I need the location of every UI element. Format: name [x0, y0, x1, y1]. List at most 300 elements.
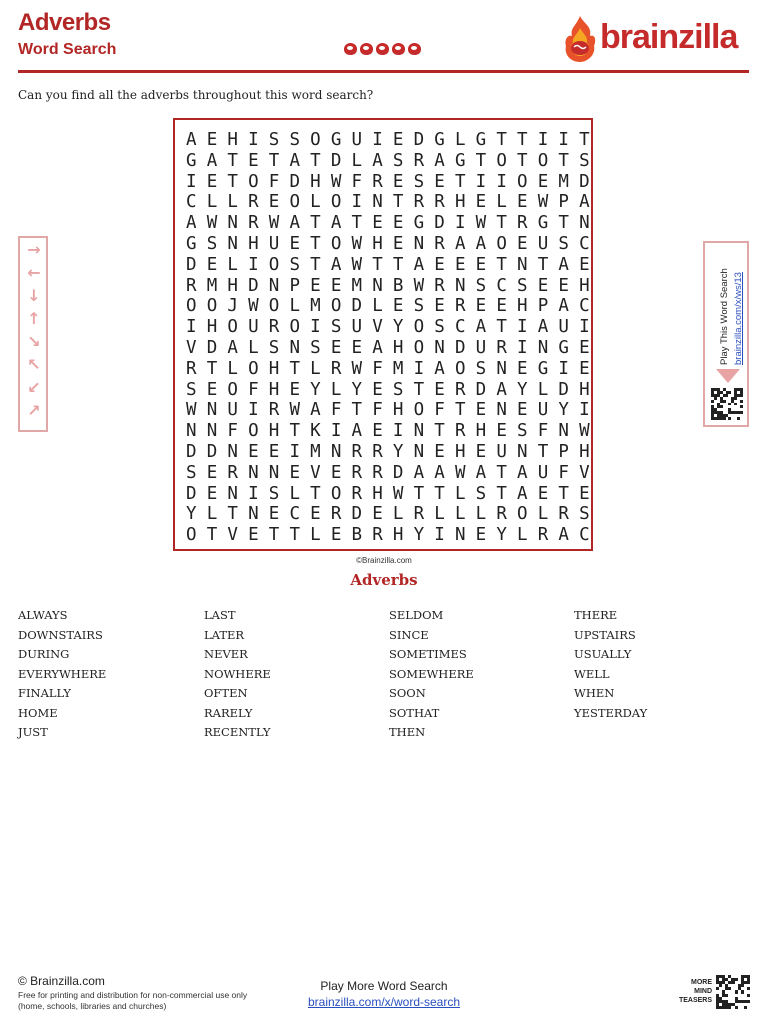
grid-letter[interactable]: E: [434, 254, 445, 275]
grid-letter[interactable]: L: [537, 504, 549, 525]
grid-letter[interactable]: E: [206, 130, 218, 150]
grid-letter[interactable]: N: [413, 233, 425, 254]
grid-letter[interactable]: S: [558, 233, 569, 254]
grid-letter[interactable]: G: [558, 337, 569, 358]
grid-letter[interactable]: E: [289, 462, 300, 483]
grid-letter[interactable]: A: [558, 254, 569, 275]
grid-letter[interactable]: H: [310, 171, 321, 192]
grid-letter[interactable]: S: [268, 130, 280, 150]
grid-letter[interactable]: A: [186, 213, 197, 234]
grid-letter[interactable]: H: [392, 525, 404, 546]
grid-letter[interactable]: I: [434, 525, 445, 546]
grid-letter[interactable]: H: [454, 192, 466, 213]
grid-letter[interactable]: D: [289, 171, 300, 192]
grid-letter[interactable]: N: [206, 421, 218, 442]
grid-letter[interactable]: S: [206, 233, 218, 254]
grid-letter[interactable]: T: [558, 213, 569, 234]
grid-letter[interactable]: A: [186, 130, 197, 150]
grid-letter[interactable]: R: [248, 213, 259, 234]
grid-letter[interactable]: E: [330, 337, 342, 358]
grid-letter[interactable]: E: [475, 525, 487, 546]
grid-letter[interactable]: S: [268, 483, 280, 504]
grid-letter[interactable]: R: [454, 421, 466, 442]
grid-letter[interactable]: M: [558, 171, 569, 192]
grid-letter[interactable]: S: [186, 379, 197, 400]
grid-letter[interactable]: R: [413, 150, 425, 171]
grid-letter[interactable]: S: [434, 317, 445, 338]
grid-letter[interactable]: E: [268, 192, 280, 213]
grid-letter[interactable]: O: [227, 317, 238, 338]
grid-letter[interactable]: G: [434, 130, 445, 150]
grid-letter[interactable]: T: [310, 213, 321, 234]
grid-letter[interactable]: Y: [496, 525, 507, 546]
grid-letter[interactable]: I: [537, 130, 549, 150]
grid-letter[interactable]: R: [413, 192, 425, 213]
grid-letter[interactable]: M: [310, 441, 321, 462]
grid-letter[interactable]: R: [186, 358, 197, 379]
grid-letter[interactable]: F: [372, 358, 383, 379]
grid-letter[interactable]: L: [434, 504, 445, 525]
grid-letter[interactable]: A: [496, 379, 507, 400]
grid-letter[interactable]: R: [434, 275, 445, 296]
grid-letter[interactable]: R: [372, 171, 383, 192]
grid-letter[interactable]: T: [351, 400, 363, 421]
grid-letter[interactable]: D: [206, 337, 218, 358]
grid-letter[interactable]: R: [351, 441, 363, 462]
grid-letter[interactable]: O: [330, 233, 342, 254]
grid-letter[interactable]: U: [268, 233, 280, 254]
grid-letter[interactable]: D: [475, 379, 487, 400]
grid-letter[interactable]: T: [579, 130, 590, 150]
grid-letter[interactable]: L: [330, 379, 342, 400]
grid-letter[interactable]: Y: [392, 317, 404, 338]
grid-letter[interactable]: S: [475, 358, 487, 379]
grid-letter[interactable]: W: [330, 171, 342, 192]
grid-letter[interactable]: R: [517, 213, 528, 234]
grid-letter[interactable]: T: [206, 358, 218, 379]
grid-letter[interactable]: H: [454, 441, 466, 462]
grid-letter[interactable]: A: [206, 150, 218, 171]
grid-letter[interactable]: O: [496, 233, 507, 254]
grid-letter[interactable]: H: [475, 421, 487, 442]
grid-letter[interactable]: H: [579, 379, 590, 400]
grid-letter[interactable]: T: [310, 150, 321, 171]
grid-letter[interactable]: I: [248, 130, 259, 150]
grid-letter[interactable]: E: [392, 130, 404, 150]
grid-letter[interactable]: R: [558, 504, 569, 525]
grid-letter[interactable]: N: [227, 233, 238, 254]
grid-letter[interactable]: T: [392, 192, 404, 213]
grid-letter[interactable]: T: [289, 358, 300, 379]
grid-letter[interactable]: T: [227, 150, 238, 171]
grid-letter[interactable]: R: [434, 233, 445, 254]
grid-letter[interactable]: A: [475, 317, 487, 338]
grid-letter[interactable]: O: [289, 317, 300, 338]
grid-letter[interactable]: G: [537, 213, 549, 234]
grid-letter[interactable]: L: [227, 254, 238, 275]
grid-letter[interactable]: H: [579, 275, 590, 296]
grid-letter[interactable]: T: [268, 150, 280, 171]
grid-letter[interactable]: C: [496, 275, 507, 296]
grid-letter[interactable]: Y: [351, 379, 363, 400]
grid-letter[interactable]: O: [330, 192, 342, 213]
grid-letter[interactable]: S: [392, 379, 404, 400]
grid-letter[interactable]: T: [206, 525, 218, 546]
grid-letter[interactable]: I: [454, 213, 466, 234]
grid-letter[interactable]: T: [537, 254, 549, 275]
grid-letter[interactable]: T: [413, 483, 425, 504]
grid-letter[interactable]: O: [268, 254, 280, 275]
grid-letter[interactable]: T: [413, 379, 425, 400]
grid-letter[interactable]: T: [496, 317, 507, 338]
grid-letter[interactable]: U: [537, 233, 549, 254]
grid-letter[interactable]: I: [579, 317, 590, 338]
grid-letter[interactable]: O: [330, 483, 342, 504]
grid-letter[interactable]: F: [372, 400, 383, 421]
grid-letter[interactable]: O: [186, 525, 197, 546]
grid-letter[interactable]: O: [413, 317, 425, 338]
grid-letter[interactable]: E: [579, 358, 590, 379]
grid-letter[interactable]: E: [372, 213, 383, 234]
grid-letter[interactable]: B: [351, 525, 363, 546]
grid-letter[interactable]: N: [289, 337, 300, 358]
grid-letter[interactable]: L: [351, 150, 363, 171]
grid-letter[interactable]: R: [372, 525, 383, 546]
grid-letter[interactable]: E: [206, 462, 218, 483]
grid-letter[interactable]: D: [434, 213, 445, 234]
grid-letter[interactable]: S: [413, 171, 425, 192]
grid-letter[interactable]: T: [496, 462, 507, 483]
grid-letter[interactable]: T: [434, 483, 445, 504]
grid-letter[interactable]: L: [289, 483, 300, 504]
grid-letter[interactable]: E: [475, 254, 487, 275]
grid-letter[interactable]: R: [454, 379, 466, 400]
grid-letter[interactable]: E: [248, 150, 259, 171]
grid-letter[interactable]: H: [392, 337, 404, 358]
grid-letter[interactable]: M: [206, 275, 218, 296]
grid-letter[interactable]: G: [186, 233, 197, 254]
grid-letter[interactable]: E: [537, 275, 549, 296]
grid-letter[interactable]: E: [392, 171, 404, 192]
grid-letter[interactable]: O: [248, 358, 259, 379]
grid-letter[interactable]: S: [330, 317, 342, 338]
grid-letter[interactable]: A: [579, 192, 590, 213]
grid-letter[interactable]: E: [517, 400, 528, 421]
grid-letter[interactable]: D: [186, 441, 197, 462]
grid-letter[interactable]: A: [289, 150, 300, 171]
grid-letter[interactable]: E: [475, 441, 487, 462]
grid-letter[interactable]: W: [186, 400, 197, 421]
grid-letter[interactable]: P: [537, 296, 549, 317]
grid-letter[interactable]: L: [372, 296, 383, 317]
grid-letter[interactable]: T: [310, 254, 321, 275]
grid-letter[interactable]: R: [537, 525, 549, 546]
play-online-link[interactable]: brainzilla.com/x/ws/13: [733, 272, 744, 365]
grid-letter[interactable]: W: [392, 483, 404, 504]
grid-letter[interactable]: T: [517, 130, 528, 150]
grid-letter[interactable]: E: [558, 275, 569, 296]
grid-letter[interactable]: I: [475, 171, 487, 192]
grid-letter[interactable]: M: [351, 275, 363, 296]
grid-letter[interactable]: C: [579, 525, 590, 546]
grid-letter[interactable]: S: [517, 421, 528, 442]
grid-letter[interactable]: E: [330, 462, 342, 483]
grid-letter[interactable]: A: [310, 400, 321, 421]
grid-letter[interactable]: Y: [558, 400, 569, 421]
grid-letter[interactable]: H: [227, 130, 238, 150]
grid-letter[interactable]: L: [454, 483, 466, 504]
grid-letter[interactable]: D: [579, 171, 590, 192]
grid-letter[interactable]: W: [268, 213, 280, 234]
grid-letter[interactable]: T: [392, 254, 404, 275]
grid-letter[interactable]: E: [496, 296, 507, 317]
grid-letter[interactable]: T: [558, 150, 569, 171]
qr-code-icon[interactable]: [711, 388, 743, 420]
grid-letter[interactable]: T: [227, 504, 238, 525]
grid-letter[interactable]: O: [186, 296, 197, 317]
grid-letter[interactable]: I: [558, 358, 569, 379]
grid-letter[interactable]: I: [186, 317, 197, 338]
grid-letter[interactable]: A: [475, 233, 487, 254]
grid-letter[interactable]: G: [454, 150, 466, 171]
grid-letter[interactable]: W: [289, 400, 300, 421]
grid-letter[interactable]: E: [289, 233, 300, 254]
grid-letter[interactable]: E: [392, 233, 404, 254]
grid-letter[interactable]: E: [248, 441, 259, 462]
grid-letter[interactable]: F: [330, 400, 342, 421]
grid-letter[interactable]: T: [496, 213, 507, 234]
grid-letter[interactable]: N: [330, 441, 342, 462]
grid-letter[interactable]: E: [392, 296, 404, 317]
grid-letter[interactable]: H: [392, 400, 404, 421]
grid-letter[interactable]: H: [372, 483, 383, 504]
grid-letter[interactable]: O: [248, 171, 259, 192]
grid-letter[interactable]: T: [289, 421, 300, 442]
grid-letter[interactable]: N: [227, 483, 238, 504]
grid-letter[interactable]: L: [537, 379, 549, 400]
grid-letter[interactable]: S: [475, 275, 487, 296]
grid-letter[interactable]: D: [330, 150, 342, 171]
grid-letter[interactable]: O: [289, 192, 300, 213]
grid-letter[interactable]: A: [537, 317, 549, 338]
grid-letter[interactable]: G: [330, 130, 342, 150]
grid-letter[interactable]: R: [434, 192, 445, 213]
grid-letter[interactable]: T: [475, 150, 487, 171]
grid-letter[interactable]: I: [579, 400, 590, 421]
grid-letter[interactable]: I: [310, 317, 321, 338]
grid-letter[interactable]: R: [496, 504, 507, 525]
grid-letter[interactable]: T: [268, 525, 280, 546]
grid-letter[interactable]: A: [558, 296, 569, 317]
grid-letter[interactable]: U: [537, 462, 549, 483]
grid-letter[interactable]: L: [227, 358, 238, 379]
grid-letter[interactable]: E: [351, 337, 363, 358]
grid-letter[interactable]: I: [517, 317, 528, 338]
grid-letter[interactable]: U: [248, 317, 259, 338]
grid-letter[interactable]: O: [227, 379, 238, 400]
grid-letter[interactable]: H: [268, 358, 280, 379]
grid-letter[interactable]: V: [372, 317, 383, 338]
grid-letter[interactable]: G: [475, 130, 487, 150]
grid-letter[interactable]: N: [558, 421, 569, 442]
grid-letter[interactable]: T: [351, 213, 363, 234]
grid-letter[interactable]: E: [579, 337, 590, 358]
grid-letter[interactable]: C: [186, 192, 197, 213]
grid-letter[interactable]: N: [248, 504, 259, 525]
grid-letter[interactable]: N: [496, 400, 507, 421]
grid-letter[interactable]: A: [434, 462, 445, 483]
grid-letter[interactable]: L: [206, 192, 218, 213]
qr-code-icon[interactable]: [716, 975, 750, 1009]
grid-letter[interactable]: O: [330, 296, 342, 317]
grid-letter[interactable]: P: [289, 275, 300, 296]
grid-letter[interactable]: S: [268, 337, 280, 358]
grid-letter[interactable]: W: [475, 213, 487, 234]
grid-letter[interactable]: E: [537, 171, 549, 192]
grid-letter[interactable]: A: [475, 462, 487, 483]
grid-letter[interactable]: L: [392, 504, 404, 525]
grid-letter[interactable]: F: [558, 462, 569, 483]
grid-letter[interactable]: N: [413, 441, 425, 462]
grid-letter[interactable]: S: [392, 150, 404, 171]
grid-letter[interactable]: P: [558, 441, 569, 462]
grid-letter[interactable]: R: [496, 337, 507, 358]
grid-letter[interactable]: E: [372, 379, 383, 400]
grid-letter[interactable]: E: [268, 504, 280, 525]
grid-letter[interactable]: C: [579, 296, 590, 317]
grid-letter[interactable]: D: [186, 254, 197, 275]
grid-letter[interactable]: L: [310, 192, 321, 213]
grid-letter[interactable]: Y: [392, 441, 404, 462]
grid-letter[interactable]: F: [434, 400, 445, 421]
grid-letter[interactable]: F: [268, 171, 280, 192]
grid-letter[interactable]: U: [227, 400, 238, 421]
grid-letter[interactable]: R: [227, 462, 238, 483]
grid-letter[interactable]: D: [186, 483, 197, 504]
grid-letter[interactable]: S: [186, 462, 197, 483]
grid-letter[interactable]: H: [206, 317, 218, 338]
grid-letter[interactable]: E: [330, 275, 342, 296]
grid-letter[interactable]: W: [351, 358, 363, 379]
grid-letter[interactable]: A: [434, 358, 445, 379]
grid-letter[interactable]: O: [206, 296, 218, 317]
grid-letter[interactable]: L: [248, 337, 259, 358]
grid-letter[interactable]: S: [289, 130, 300, 150]
grid-letter[interactable]: Y: [186, 504, 197, 525]
grid-letter[interactable]: H: [579, 441, 590, 462]
grid-letter[interactable]: E: [206, 379, 218, 400]
grid-letter[interactable]: T: [454, 400, 466, 421]
grid-letter[interactable]: T: [289, 525, 300, 546]
grid-letter[interactable]: R: [268, 317, 280, 338]
grid-letter[interactable]: E: [206, 254, 218, 275]
grid-letter[interactable]: W: [206, 213, 218, 234]
grid-letter[interactable]: R: [268, 400, 280, 421]
grid-letter[interactable]: N: [248, 462, 259, 483]
grid-letter[interactable]: L: [310, 525, 321, 546]
grid-letter[interactable]: L: [227, 192, 238, 213]
grid-letter[interactable]: G: [413, 213, 425, 234]
grid-letter[interactable]: V: [310, 462, 321, 483]
grid-letter[interactable]: F: [248, 379, 259, 400]
grid-letter[interactable]: T: [558, 483, 569, 504]
grid-letter[interactable]: E: [372, 504, 383, 525]
grid-letter[interactable]: O: [537, 150, 549, 171]
grid-letter[interactable]: T: [372, 254, 383, 275]
grid-letter[interactable]: U: [496, 441, 507, 462]
grid-letter[interactable]: N: [537, 337, 549, 358]
grid-letter[interactable]: E: [392, 213, 404, 234]
grid-letter[interactable]: O: [413, 400, 425, 421]
grid-letter[interactable]: H: [268, 379, 280, 400]
grid-letter[interactable]: S: [517, 275, 528, 296]
grid-letter[interactable]: T: [310, 233, 321, 254]
grid-letter[interactable]: R: [413, 504, 425, 525]
grid-letter[interactable]: I: [351, 192, 363, 213]
grid-letter[interactable]: E: [330, 525, 342, 546]
grid-letter[interactable]: R: [454, 296, 466, 317]
grid-letter[interactable]: T: [454, 171, 466, 192]
grid-letter[interactable]: L: [454, 504, 466, 525]
grid-letter[interactable]: A: [413, 462, 425, 483]
grid-letter[interactable]: N: [268, 275, 280, 296]
grid-letter[interactable]: R: [372, 441, 383, 462]
grid-letter[interactable]: E: [206, 171, 218, 192]
grid-letter[interactable]: A: [351, 421, 363, 442]
grid-letter[interactable]: A: [289, 213, 300, 234]
grid-letter[interactable]: I: [558, 130, 569, 150]
grid-letter[interactable]: W: [454, 462, 466, 483]
grid-letter[interactable]: N: [372, 192, 383, 213]
grid-letter[interactable]: C: [579, 233, 590, 254]
grid-letter[interactable]: S: [579, 504, 590, 525]
grid-letter[interactable]: A: [517, 462, 528, 483]
grid-letter[interactable]: O: [496, 150, 507, 171]
grid-letter[interactable]: E: [372, 421, 383, 442]
grid-letter[interactable]: D: [206, 441, 218, 462]
grid-letter[interactable]: N: [454, 525, 466, 546]
grid-letter[interactable]: E: [454, 254, 466, 275]
grid-letter[interactable]: S: [289, 254, 300, 275]
play-online-panel[interactable]: [703, 241, 749, 427]
grid-letter[interactable]: F: [227, 421, 238, 442]
grid-letter[interactable]: A: [517, 483, 528, 504]
grid-letter[interactable]: E: [268, 441, 280, 462]
grid-letter[interactable]: T: [517, 150, 528, 171]
grid-letter[interactable]: R: [330, 358, 342, 379]
grid-letter[interactable]: L: [517, 525, 528, 546]
grid-letter[interactable]: A: [434, 150, 445, 171]
grid-letter[interactable]: T: [537, 441, 549, 462]
grid-letter[interactable]: D: [351, 296, 363, 317]
letter-grid[interactable]: [186, 130, 600, 546]
grid-letter[interactable]: C: [454, 317, 466, 338]
grid-letter[interactable]: E: [517, 233, 528, 254]
grid-letter[interactable]: W: [413, 275, 425, 296]
grid-letter[interactable]: E: [206, 483, 218, 504]
grid-letter[interactable]: N: [227, 213, 238, 234]
grid-letter[interactable]: E: [475, 400, 487, 421]
grid-letter[interactable]: K: [310, 421, 321, 442]
grid-letter[interactable]: N: [206, 400, 218, 421]
grid-letter[interactable]: D: [351, 504, 363, 525]
grid-letter[interactable]: E: [434, 379, 445, 400]
grid-letter[interactable]: C: [289, 504, 300, 525]
grid-letter[interactable]: I: [330, 421, 342, 442]
grid-letter[interactable]: O: [310, 130, 321, 150]
grid-letter[interactable]: T: [227, 171, 238, 192]
grid-letter[interactable]: S: [310, 337, 321, 358]
